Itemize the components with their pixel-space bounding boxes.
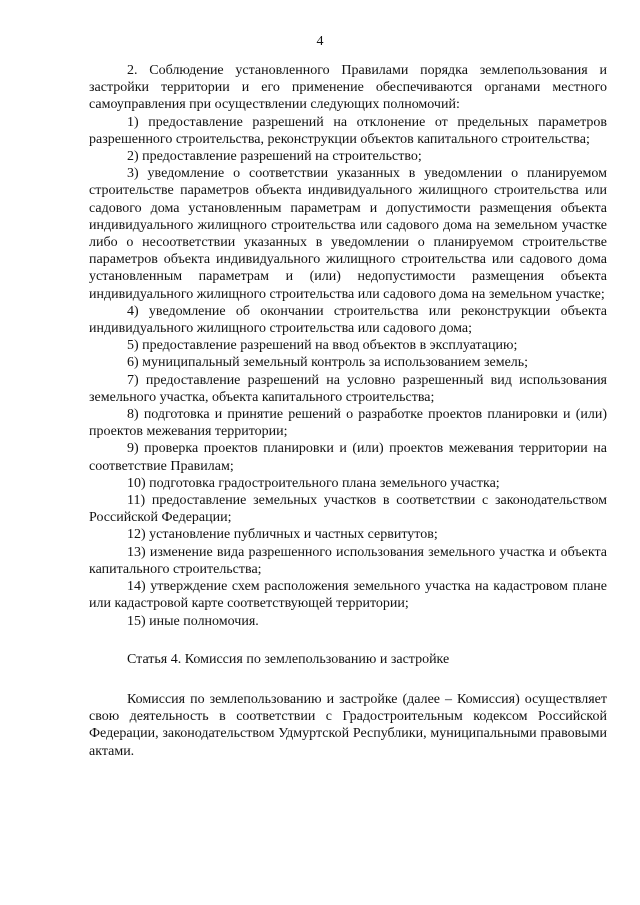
section-2-intro: 2. Соблюдение установленного Правилами порядка землепользования и застройки территории и его применение обеспечиваются органами местного самоуправления при осуществлении следующих полномочий: xyxy=(89,63,607,113)
article-4-heading: Статья 4. Комиссия по землепользованию и застройке xyxy=(127,651,450,667)
page-number: 4 xyxy=(316,34,324,49)
power-item-2: 2) предоставление разрешений на строительство; xyxy=(127,149,422,165)
power-item-8: 8) подготовка и принятие решений о разработке проектов планировки и (или) проектов межевания территории; xyxy=(89,407,607,440)
power-item-1: 1) предоставление разрешений на отклонение от предельных параметров разрешенного строительства, реконструкции объектов капитального строительства; xyxy=(89,114,607,147)
power-item-15: 15) иные полномочия. xyxy=(127,613,259,629)
power-item-11: 11) предоставление земельных участков в соответствии с законодательством Российской Федерации; xyxy=(89,493,607,526)
document-body xyxy=(89,62,607,760)
power-item-5: 5) предоставление разрешений на ввод объектов в эксплуатацию; xyxy=(127,338,518,354)
power-item-4: 4) уведомление об окончании строительства или реконструкции объекта индивидуального жилищного строительства или садового дома; xyxy=(89,303,607,337)
power-item-9: 9) проверка проектов планировки и (или) проектов межевания территории на соответствие Правилам; xyxy=(89,441,607,474)
power-item-13: 13) изменение вида разрешенного использования земельного участка и объекта капитального строительства; xyxy=(89,544,607,577)
power-item-12: 12) установление публичных и частных сервитутов; xyxy=(127,527,438,543)
article-4-paragraph: Комиссия по землепользованию и застройке (далее – Комиссия) осуществляет свою деятельность в соответствии с Градостроительным кодексом Российской Федерации, законодательством Удмуртской Республики, муниципальными правовыми актами. xyxy=(89,691,607,759)
power-item-7: 7) предоставление разрешений на условно разрешенный вид использования земельного участка, объекта капитального строительства; xyxy=(89,372,607,405)
power-item-3: 3) уведомление о соответствии указанных в уведомлении о планируемом строительстве параметров объекта индивидуального жилищного строительства или садового дома установленным параметрам и допустимости размещения объекта индивидуального жилищного строительства или садового дома на земельном участке либо о несоответствии указанных в уведомлении о планируемом строительстве параметров объекта индивидуального жилищного строительства или садового дома установленным параметрам и (или) недопустимости размещения объекта индивидуального жилищного строительства или садового дома на земельном участке; xyxy=(89,166,607,302)
power-item-10: 10) подготовка градостроительного плана земельного участка; xyxy=(127,475,500,491)
power-item-14: 14) утверждение схем расположения земельного участка на кадастровом плане или кадастровой карте соответствующей территории; xyxy=(89,579,607,612)
power-item-6: 6) муниципальный земельный контроль за использованием земель; xyxy=(127,355,529,371)
